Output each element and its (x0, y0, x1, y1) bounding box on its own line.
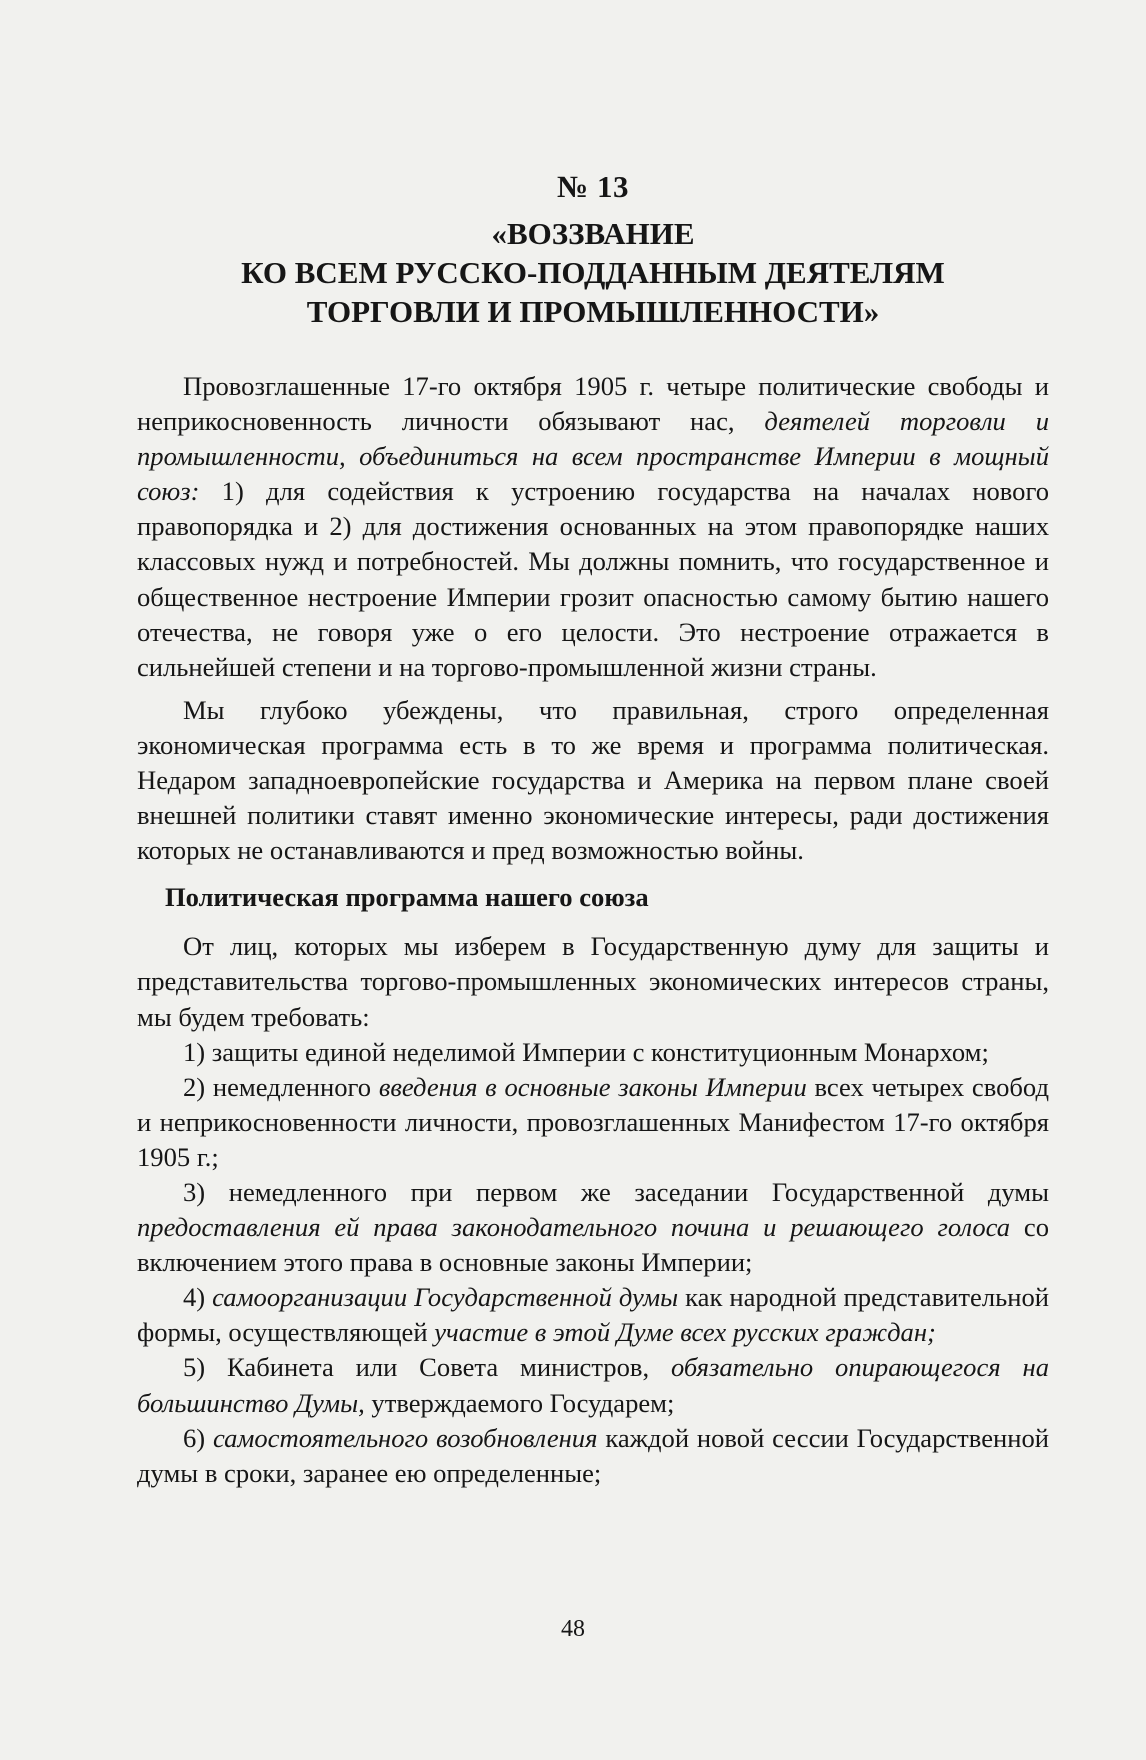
item-5-emphasis: обязательно опирающегося на большинство Думы, (137, 1352, 1049, 1418)
page-number: 48 (561, 1616, 585, 1642)
document-number: № 13 (557, 169, 629, 204)
item-3-text-a: 3) немедленного при первом же заседании Государственной думы (183, 1176, 1049, 1207)
document-title (137, 214, 1049, 331)
intro-p1-emphasis: деятелей торговли и промышленности, объединиться на всем пространстве Империи в мощный союз: (137, 406, 1049, 507)
intro-p1-text-c: 1) для содействия к устроению государства на началах нового правопорядка и 2) для достижения основанных на этом правопорядке наших классовых нужд и потребностей. Мы должны помнить, что государственное и общественное нестроение Империи грозит опасностью самому бытию нашего отечества, не говоря уже о его целости. Это нестроение отражается в сильнейшей степени и на торгово-промышленной жизни страны. (137, 476, 1049, 682)
title-line-2: КО ВСЕМ РУССКО-ПОДДАННЫМ ДЕЯТЕЛЯМ (241, 255, 945, 290)
item-6-text-a: 6) (183, 1422, 213, 1453)
item-4-emphasis-2: участие в этой Думе всех русских граждан; (434, 1317, 936, 1348)
item-3-emphasis: предоставления ей права законодательного почина и решающего голоса (137, 1212, 1011, 1243)
item-4-text-a: 4) (183, 1282, 213, 1313)
text-column (137, 168, 1049, 1491)
program-intro: От лиц, которых мы изберем в Государственную думу для защиты и представительства торгово-промышленных экономических интересов страны, мы будем требовать: (137, 931, 1049, 1032)
title-line-3: ТОРГОВЛИ И ПРОМЫШЛЕННОСТИ» (306, 294, 880, 329)
program-item-2 (137, 1070, 1049, 1175)
item-2-text-c: всех четырех свобод и неприкосновенности личности, провозглашенных Манифестом 17-го октября 1905 г.; (137, 1071, 1049, 1172)
item-5-text-c: утверждаемого Государем; (364, 1387, 675, 1418)
item-3-text-c: со включением этого права в основные законы Империи; (137, 1212, 1049, 1278)
item-2-emphasis: введения в основные законы Империи (378, 1071, 807, 1102)
item-4-text-c: как народной представительной формы, осуществляющей (137, 1282, 1049, 1348)
program-item-4 (137, 1280, 1049, 1350)
item-4-emphasis-1: самоорганизации Государственной думы (212, 1282, 679, 1313)
item-2-text-a: 2) немедленного (183, 1071, 379, 1102)
program-item-6 (137, 1421, 1049, 1491)
program-item-3 (137, 1175, 1049, 1280)
program-item-5 (137, 1350, 1049, 1420)
intro-paragraph-1 (137, 369, 1049, 685)
item-5-text-a: 5) Кабинета или Совета министров, (183, 1352, 671, 1383)
intro-paragraph-2: Мы глубоко убеждены, что правильная, строго определенная экономическая программа есть в то же время и программа политическая. Недаром западноевропейские государства и Америка на первом плане своей внешней политики ставят именно экономические интересы, ради достижения которых не останавливаются и пред возможностью войны. (137, 694, 1049, 866)
item-6-emphasis: самостоятельного возобновления (213, 1422, 598, 1453)
item-6-text-c: каждой новой сессии Государственной думы в сроки, заранее ею определенные; (137, 1422, 1049, 1488)
intro-p1-text-a: Провозглашенные 17-го октября 1905 г. четыре политические свободы и неприкосновенность личности обязывают нас, (137, 371, 1049, 437)
program-item-1: 1) защиты единой неделимой Империи с конституционным Монархом; (183, 1036, 989, 1067)
section-heading: Политическая программа нашего союза (165, 882, 649, 913)
title-line-1: «ВОЗЗВАНИЕ (491, 216, 695, 251)
